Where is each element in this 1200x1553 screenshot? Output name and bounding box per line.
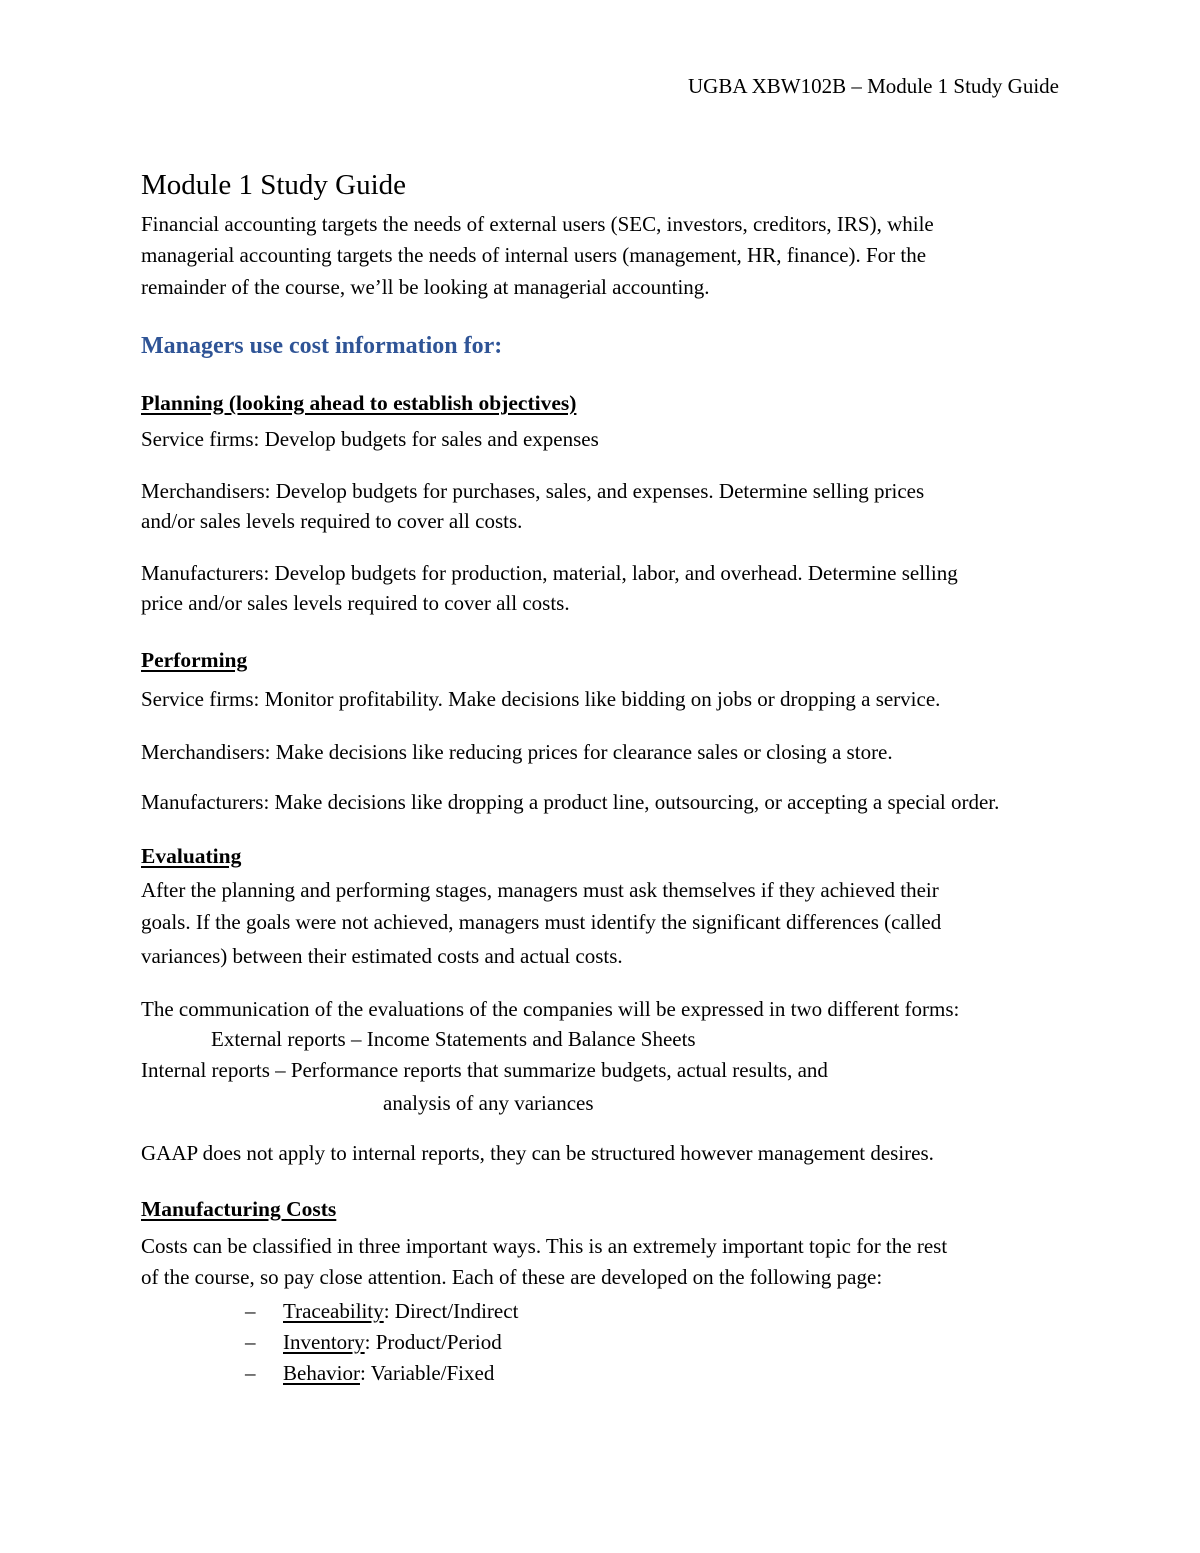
communication-line: The communication of the evaluations of the companies will be expressed in two different forms:: [141, 997, 960, 1021]
gaap-note: GAAP does not apply to internal reports, they can be structured however management desires.: [141, 1141, 934, 1165]
list-rest: : Product/Period: [364, 1330, 502, 1354]
evaluating-line-1: After the planning and performing stages, managers must ask themselves if they achieved their: [141, 878, 939, 902]
list-rest: : Variable/Fixed: [359, 1361, 495, 1385]
evaluating-line-2: goals. If the goals were not achieved, managers must identify the significant differences (called: [141, 910, 942, 934]
list-term-behavior: Behavior: [283, 1361, 360, 1385]
page-title: Module 1 Study Guide: [141, 169, 407, 201]
list-item: [245, 1358, 494, 1388]
list-term-traceability: Traceability: [283, 1299, 384, 1323]
performing-manuf: Manufacturers: Make decisions like dropping a product line, outsourcing, or accepting a special order.: [141, 790, 1000, 814]
external-reports-line: External reports – Income Statements and Balance Sheets: [211, 1027, 696, 1051]
list-dash: –: [245, 1299, 256, 1323]
list-dash: –: [245, 1361, 256, 1385]
performing-service: Service firms: Monitor profitability. Make decisions like bidding on jobs or dropping a service.: [141, 687, 941, 711]
planning-merch-line-1: Merchandisers: Develop budgets for purchases, sales, and expenses. Determine selling prices: [141, 479, 925, 503]
planning-merch-line-2: and/or sales levels required to cover all costs.: [141, 509, 523, 533]
intro-line-1: Financial accounting targets the needs of external users (SEC, investors, creditors, IRS), while: [141, 212, 934, 236]
performing-merch: Merchandisers: Make decisions like reducing prices for clearance sales or closing a store.: [141, 740, 893, 764]
internal-reports-line-2: analysis of any variances: [383, 1091, 594, 1115]
manufacturing-line-2: of the course, so pay close attention. Each of these are developed on the following page:: [141, 1265, 883, 1289]
manufacturing-heading: Manufacturing Costs: [141, 1197, 337, 1221]
planning-manuf-line-1: Manufacturers: Develop budgets for production, material, labor, and overhead. Determine selling: [141, 561, 958, 585]
intro-line-3: remainder of the course, we’ll be looking at managerial accounting.: [141, 275, 710, 299]
evaluating-heading: Evaluating: [141, 844, 242, 868]
evaluating-line-3: variances) between their estimated costs and actual costs.: [141, 944, 623, 968]
section-subheading: Managers use cost information for:: [141, 333, 503, 359]
intro-line-2: managerial accounting targets the needs of internal users (management, HR, finance). For the: [141, 243, 927, 267]
planning-manuf-line-2: price and/or sales levels required to cover all costs.: [141, 591, 570, 615]
planning-service: Service firms: Develop budgets for sales and expenses: [141, 427, 599, 451]
list-rest: : Direct/Indirect: [383, 1299, 519, 1323]
list-item: [245, 1296, 518, 1326]
manufacturing-line-1: Costs can be classified in three important ways. This is an extremely important topic for the rest: [141, 1234, 948, 1258]
list-dash: –: [245, 1330, 256, 1354]
list-term-inventory: Inventory: [283, 1330, 365, 1354]
page-header: UGBA XBW102B – Module 1 Study Guide: [687, 74, 1059, 98]
planning-heading: Planning (looking ahead to establish objectives): [141, 391, 577, 415]
internal-reports-line-1: Internal reports – Performance reports that summarize budgets, actual results, and: [141, 1058, 828, 1082]
list-item: [245, 1327, 502, 1357]
performing-heading: Performing: [141, 648, 248, 672]
